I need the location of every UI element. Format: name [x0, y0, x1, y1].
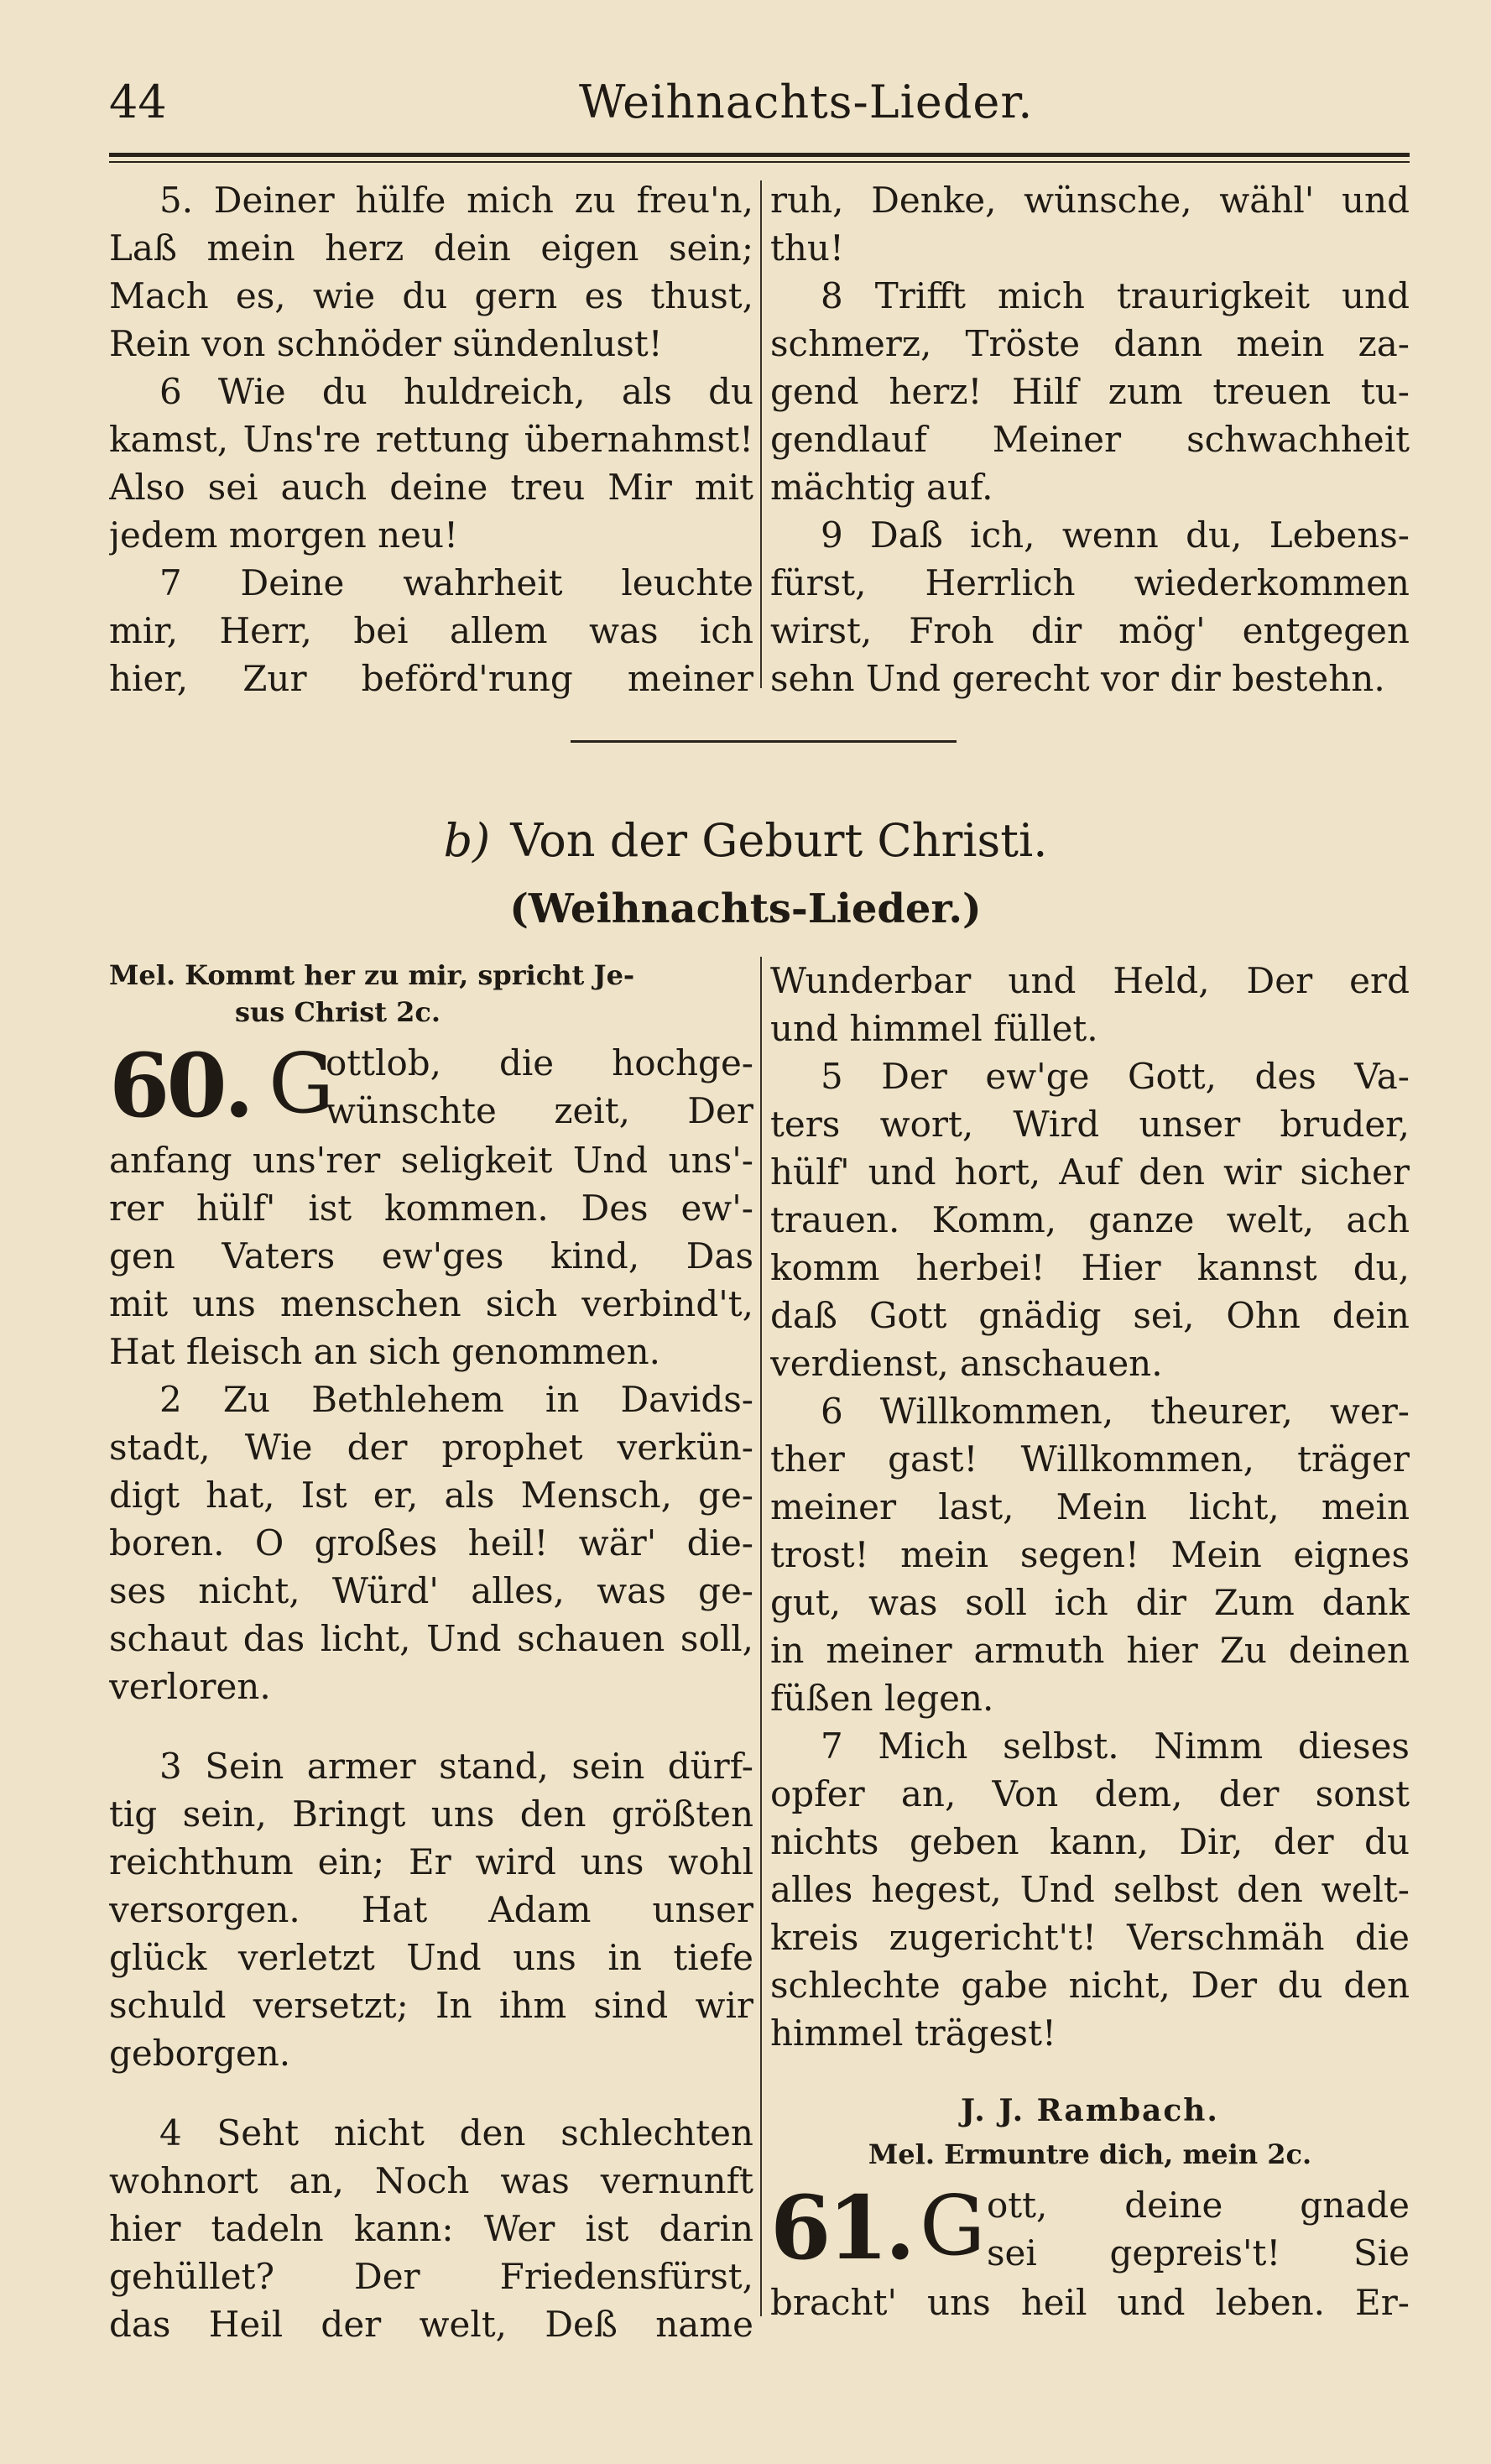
text-line: jedem morgen neu!: [109, 514, 458, 556]
text-line: Rein von schnöder sündenlust!: [109, 323, 663, 364]
text-line: wirst, Froh dir mög' entgegen: [770, 610, 1410, 651]
text-line: reichthum ein; Er wird uns wohl: [109, 1841, 753, 1882]
text-line: rer hülf' ist kommen. Des ew'-: [109, 1188, 753, 1229]
text-line: 7 Mich selbst. Nimm dieses: [821, 1725, 1410, 1767]
melody-line: Mel. Ermuntre dich, mein 2c.: [868, 2138, 1312, 2170]
text-line: bracht' uns heil und leben. Er-: [770, 2282, 1410, 2323]
text-line: ruh, Denke, wünsche, wähl' und: [770, 180, 1410, 221]
header-rule-thin: [109, 161, 1410, 163]
text-line: 3 Sein armer stand, sein dürf-: [159, 1746, 753, 1787]
text-line: füßen legen.: [770, 1678, 994, 1719]
text-line: gehüllet? Der Friedensfürst,: [109, 2256, 753, 2297]
text-line: Laß mein herz dein eigen sein;: [109, 227, 753, 269]
text-line: verloren.: [109, 1666, 271, 1707]
text-line: mächtig auf.: [770, 467, 993, 508]
text-line: 8 Trifft mich traurigkeit und: [821, 275, 1410, 316]
text-line: 5. Deiner hülfe mich zu freu'n,: [159, 180, 753, 221]
text-line: ottlob, die hochge-: [326, 1042, 753, 1083]
drop-cap: G: [920, 2179, 986, 2274]
melody-line: Mel. Kommt her zu mir, spricht Je-: [109, 959, 635, 991]
text-line: hier, Zur beförd'rung meiner: [109, 658, 753, 699]
text-line: boren. O großes heil! wär' die-: [109, 1522, 753, 1563]
text-line: gut, was soll ich dir Zum dank: [770, 1582, 1410, 1623]
section-rule: [571, 740, 957, 743]
text-line: Hat fleisch an sich genommen.: [109, 1331, 661, 1372]
text-line: verdienst, anschauen.: [770, 1343, 1163, 1384]
text-line: digt hat, Ist er, als Mensch, ge-: [109, 1475, 753, 1516]
text-line: himmel trägest!: [770, 2012, 1056, 2054]
text-line: opfer an, Von dem, der sonst: [770, 1773, 1410, 1814]
text-line: nichts geben kann, Dir, der du: [770, 1821, 1410, 1862]
text-line: und himmel füllet.: [770, 1008, 1098, 1049]
text-line: gen Vaters ew'ges kind, Das: [109, 1235, 753, 1276]
text-line: 2 Zu Bethlehem in Davids-: [159, 1379, 753, 1420]
text-line: geborgen.: [109, 2033, 291, 2074]
column-divider-bottom: [760, 957, 762, 2316]
section-subtitle: (Weihnachts-Lieder.): [509, 885, 982, 932]
section-letter: b): [443, 814, 491, 867]
text-line: trauen. Komm, ganze welt, ach: [770, 1199, 1410, 1240]
text-line: meiner last, Mein licht, mein: [770, 1486, 1410, 1527]
hymn-61-opening: [770, 2176, 1410, 2279]
text-line: thu!: [770, 227, 844, 269]
text-line: Wunderbar und Held, Der erd: [770, 960, 1410, 1001]
text-line: schaut das licht, Und schauen soll,: [109, 1618, 753, 1659]
text-line: hier tadeln kann: Wer ist darin: [109, 2208, 753, 2249]
text-line: sehn Und gerecht vor dir bestehn.: [770, 658, 1385, 699]
hymn-60-opening: [109, 1034, 753, 1137]
text-line: wünschte zeit, Der: [326, 1090, 753, 1131]
text-line: das Heil der welt, Deß name: [109, 2304, 753, 2345]
hymn-author: J. J. Rambach.: [961, 2093, 1219, 2128]
text-line: mir, Herr, bei allem was ich: [109, 610, 753, 651]
text-line: daß Gott gnädig sei, Ohn dein: [770, 1295, 1410, 1336]
text-line: wohnort an, Noch was vernunft: [109, 2160, 753, 2201]
text-line: 4 Seht nicht den schlechten: [159, 2112, 753, 2153]
running-title: Weihnachts-Lieder.: [579, 76, 1034, 128]
page-number: 44: [109, 76, 167, 128]
hymn-60-right-column: [770, 957, 1410, 2326]
text-line: gend herz! Hilf zum treuen tu-: [770, 371, 1410, 412]
top-left-column: [109, 176, 753, 702]
text-line: alles hegest, Und selbst den welt-: [770, 1869, 1410, 1910]
text-line: stadt, Wie der prophet verkün-: [109, 1427, 753, 1468]
text-line: trost! mein segen! Mein eignes: [770, 1534, 1410, 1575]
header-rule: [109, 153, 1410, 157]
section-title: Von der Geburt Christi.: [510, 814, 1048, 867]
text-line: ses nicht, Würd' alles, was ge-: [109, 1570, 753, 1611]
text-line: versorgen. Hat Adam unser: [109, 1889, 753, 1930]
text-line: ters wort, Wird unser bruder,: [770, 1104, 1410, 1145]
text-line: in meiner armuth hier Zu deinen: [770, 1630, 1410, 1671]
text-line: sei gepreis't! Sie: [987, 2232, 1410, 2273]
section-heading: [0, 814, 1491, 867]
text-line: tig sein, Bringt uns den größten: [109, 1793, 753, 1835]
text-line: kamst, Uns're rettung übernahmst!: [109, 419, 753, 460]
melody-line: sus Christ 2c.: [235, 996, 441, 1028]
text-line: mit uns menschen sich verbind't,: [109, 1283, 753, 1324]
text-line: 5 Der ew'ge Gott, des Va-: [821, 1056, 1410, 1097]
text-line: schmerz, Tröste dann mein za-: [770, 323, 1410, 364]
text-line: ther gast! Willkommen, träger: [770, 1438, 1410, 1480]
top-right-column: [770, 176, 1410, 702]
text-line: 6 Willkommen, theurer, wer-: [821, 1391, 1410, 1432]
text-line: kreis zugericht't! Verschmäh die: [770, 1917, 1410, 1958]
text-line: 6 Wie du huldreich, als du: [159, 371, 753, 412]
hymn-60-left-column: [109, 957, 753, 2348]
text-line: hülf' und hort, Auf den wir sicher: [770, 1151, 1410, 1193]
hymn-number: 60.: [109, 1034, 251, 1137]
text-line: 7 Deine wahrheit leuchte: [159, 562, 753, 603]
text-line: gendlauf Meiner schwachheit: [770, 419, 1410, 460]
hymn-number: 61.: [770, 2176, 912, 2279]
text-line: fürst, Herrlich wiederkommen: [770, 562, 1410, 603]
text-line: anfang uns'rer seligkeit Und uns'-: [109, 1140, 753, 1181]
column-divider-top: [760, 180, 762, 688]
text-line: 9 Daß ich, wenn du, Lebens-: [821, 514, 1410, 556]
text-line: komm herbei! Hier kannst du,: [770, 1247, 1410, 1288]
text-line: ott, deine gnade: [987, 2185, 1410, 2226]
page-header: [109, 76, 1410, 151]
text-line: schuld versetzt; In ihm sind wir: [109, 1985, 753, 2026]
text-line: Also sei auch deine treu Mir mit: [109, 467, 753, 508]
text-line: schlechte gabe nicht, Der du den: [770, 1965, 1410, 2006]
drop-cap: G: [268, 1036, 335, 1132]
text-line: glück verletzt Und uns in tiefe: [109, 1937, 753, 1978]
text-line: Mach es, wie du gern es thust,: [109, 275, 753, 316]
